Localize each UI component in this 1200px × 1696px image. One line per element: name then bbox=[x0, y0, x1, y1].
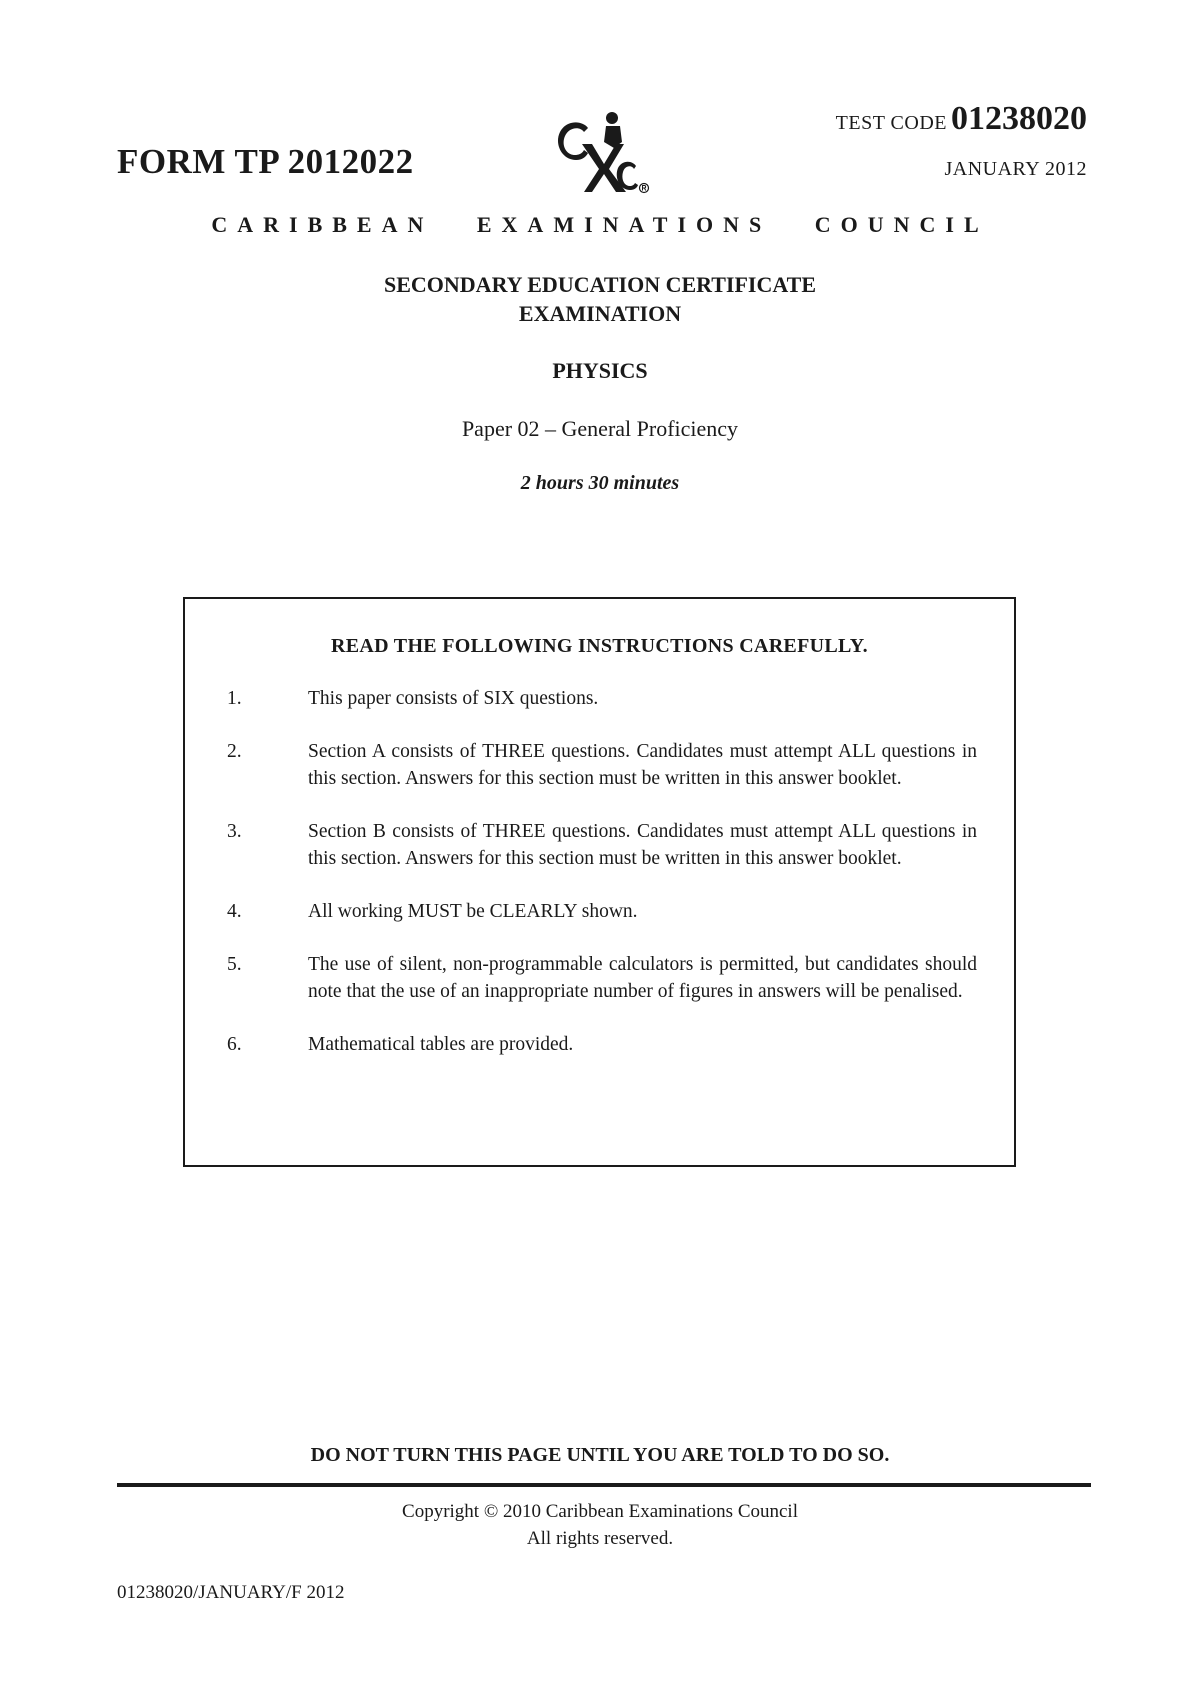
footer-divider bbox=[117, 1483, 1091, 1487]
instruction-number: 5. bbox=[227, 954, 242, 975]
certificate-title-line1: SECONDARY EDUCATION CERTIFICATE bbox=[384, 272, 816, 297]
test-code-label: TEST CODE bbox=[835, 112, 947, 134]
instruction-text: Section B consists of THREE questions. Candidates must attempt ALL questions in this section. Answers for this section must be written in this answer booklet. bbox=[308, 821, 977, 869]
instructions-list bbox=[227, 685, 977, 1084]
cxc-logo bbox=[548, 108, 650, 194]
instructions-heading: READ THE FOLLOWING INSTRUCTIONS CAREFULLY. bbox=[331, 635, 868, 657]
instruction-text: This paper consists of SIX questions. bbox=[308, 688, 599, 709]
instruction-item bbox=[227, 818, 977, 872]
exam-date: JANUARY 2012 bbox=[944, 158, 1087, 180]
instruction-text: The use of silent, non-programmable calculators is permitted, but candidates should note that the use of an inappropriate number of figures in answers will be penalised. bbox=[308, 954, 977, 1002]
certificate-title bbox=[0, 270, 1200, 328]
subject-title: PHYSICS bbox=[552, 358, 648, 383]
copyright-line1: Copyright © 2010 Caribbean Examinations Council bbox=[402, 1501, 798, 1522]
instruction-item bbox=[227, 685, 977, 712]
instruction-item bbox=[227, 951, 977, 1005]
exam-duration: 2 hours 30 minutes bbox=[520, 472, 680, 494]
instructions-box bbox=[183, 597, 1016, 1167]
instruction-item bbox=[227, 738, 977, 792]
test-code-value: 01238020 bbox=[951, 100, 1087, 137]
instruction-text: Mathematical tables are provided. bbox=[308, 1034, 574, 1055]
instruction-number: 2. bbox=[227, 741, 242, 762]
instruction-number: 6. bbox=[227, 1034, 242, 1055]
council-name: CARIBBEAN EXAMINATIONS COUNCIL bbox=[211, 212, 989, 237]
instruction-number: 4. bbox=[227, 901, 242, 922]
copyright-notice bbox=[0, 1498, 1200, 1552]
document-code: 01238020/JANUARY/F 2012 bbox=[117, 1582, 345, 1603]
form-code: FORM TP 2012022 bbox=[117, 142, 414, 181]
instruction-item bbox=[227, 1031, 977, 1058]
instruction-number: 1. bbox=[227, 688, 242, 709]
instruction-number: 3. bbox=[227, 821, 242, 842]
paper-title: Paper 02 – General Proficiency bbox=[461, 416, 739, 441]
certificate-title-line2: EXAMINATION bbox=[518, 301, 682, 326]
instruction-text: All working MUST be CLEARLY shown. bbox=[308, 901, 638, 922]
copyright-line2: All rights reserved. bbox=[526, 1528, 674, 1549]
instruction-item bbox=[227, 898, 977, 925]
instruction-text: Section A consists of THREE questions. Candidates must attempt ALL questions in this section. Answers for this section must be written in this answer booklet. bbox=[308, 741, 977, 789]
do-not-turn-warning: DO NOT TURN THIS PAGE UNTIL YOU ARE TOLD TO DO SO. bbox=[310, 1444, 890, 1466]
test-code bbox=[836, 100, 1087, 138]
